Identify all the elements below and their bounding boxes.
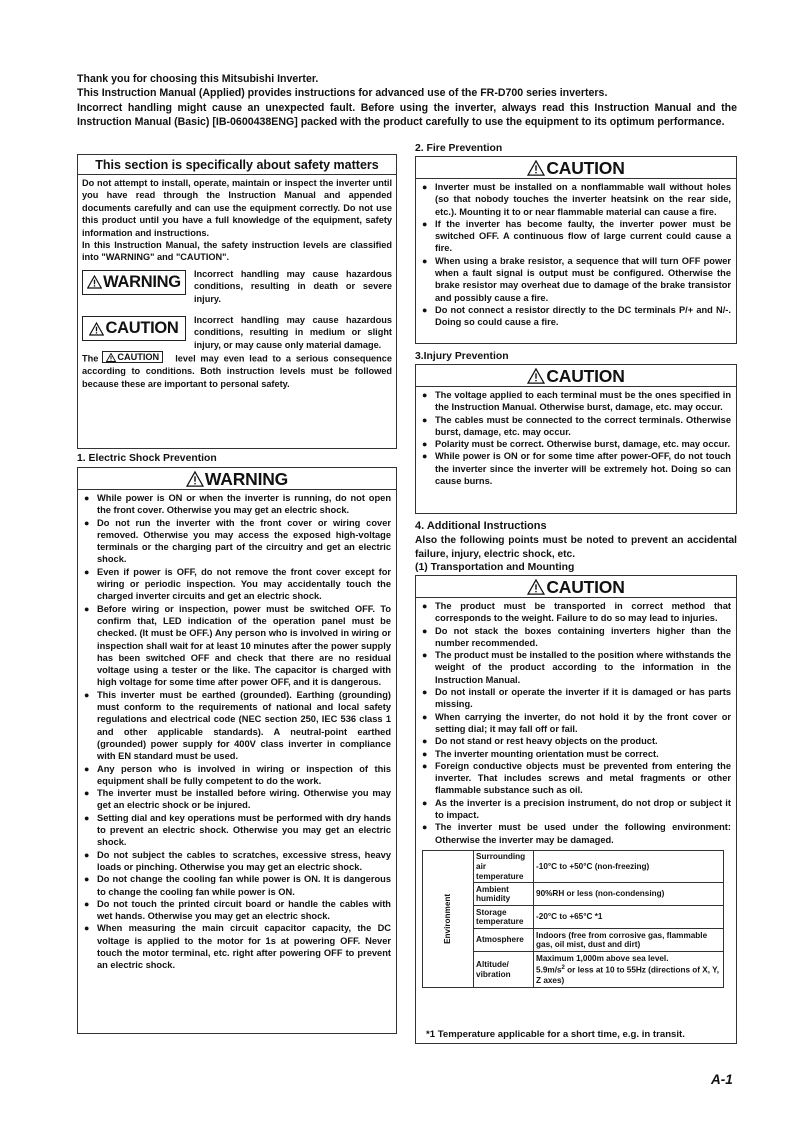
list-item: ● The inverter must be used under the following environment: Otherwise the inverter may be damaged. [421,821,731,846]
vibration-value: 5.9m/s [536,965,562,975]
caution-box-title [416,157,736,179]
list-item: ● The cables must be connected to the correct terminals. Otherwise burst, damage, etc. may occur. [421,414,731,439]
inline-caution-badge [102,351,163,363]
footnote: *1 Temperature applicable for a short time, e.g. in transit. [426,1029,685,1040]
page-number: A-1 [711,1072,733,1087]
warning-triangle-icon [87,275,102,289]
list-item: ● The voltage applied to each terminal must be the ones specified in the Instruction Manual. Otherwise burst, damage, etc. may occur. [421,389,731,414]
list-item: ● Do not touch the printed circuit board or handle the cables with wet hands. Otherwise you may get an electric shock. [83,898,391,923]
note-text: level may even lead to a serious consequence according to conditions. Both instruction levels must be followed because these are important to personal safety. [82,353,392,389]
list-item: ● The product must be installed to the position where withstands the weight of the product according to the information in the Instruction Manual. [421,649,731,686]
note-prefix: The [82,353,99,364]
list-item: ● Do not run the inverter with the front cover or wiring cover removed. Otherwise you may access the exposed high-voltage terminals or the charging part of the circuitry and get an electric shock. [83,517,391,566]
list-item: ● The product must be transported in correct method that corresponds to the weight. Failure to do so may lead to injuries. [421,600,731,625]
env-name-cell: Storage temperature [474,906,534,929]
transport-mounting-heading: (1) Transportation and Mounting [415,562,575,573]
transport-caution-box [415,575,737,1044]
caution-triangle-icon [527,368,545,384]
list-item: ● This inverter must be earthed (grounded). Earthing (grounding) must conform to the requirements of national and local safety regulations and electrical code (NEC section 250, IEC 536 class 1 and other applicable standards). A neutral-point earthed (grounded) power supply for 400V class inverter in compliance with EN standard must be used. [83,689,391,763]
safety-title: This section is specifically about safety matters [78,155,396,175]
environment-label: Environment [443,894,453,945]
caution-triangle-icon [527,579,545,595]
intro-text [77,72,737,129]
list-item: ● Do not stack the boxes containing inverters higher than the number recommended. [421,625,731,650]
env-name-cell: Altitude/ vibration [474,952,534,988]
intro-line: This Instruction Manual (Applied) provides instructions for advanced use of the FR-D700 series inverters. [77,87,608,100]
warning-desc: Incorrect handling may cause hazardous conditions, resulting in death or severe injury. [194,268,392,304]
environment-table [422,850,724,988]
list-item: ● Foreign conductive objects must be prevented from entering the inverter. That includes screws and metal fragments or other flammable substance such as oil. [421,760,731,797]
intro-line: Thank you for choosing this Mitsubishi Inverter. [77,73,319,85]
safety-para: In this Instruction Manual, the safety instruction levels are classified into "WARNING" and "CAUTION". [82,240,392,263]
injury-prevention-heading: 3.Injury Prevention [415,351,509,362]
inline-caution-label: CAUTION [117,352,160,363]
env-value-cell: Indoors (free from corrosive gas, flammable gas, oil mist, dust and dirt) [534,929,724,952]
env-name-cell: Atmosphere [474,929,534,952]
list-item: ● As the inverter is a precision instrument, do not drop or subject it to impact. [421,797,731,822]
intro-line: Incorrect handling might cause an unexpected fault. Before using the inverter, always read this Instruction Manual and the Instruction Manual (Basic) [IB-0600438ENG] packed with the product carefully to use the equipment to its optimum performance. [77,101,737,128]
additional-instructions-heading: 4. Additional Instructions [415,520,547,532]
env-value-cell [534,952,724,988]
caution-definition [82,314,392,351]
list-item: ● Do not connect a resistor directly to the DC terminals P/+ and N/-. Doing so could cause a fire. [421,304,731,329]
caution-box-title [416,365,736,387]
env-value-cell: 90%RH or less (non-condensing) [534,883,724,906]
warning-box-title [78,468,396,490]
caution-box-label: CAUTION [546,577,625,597]
env-value-cell: -10°C to +50°C (non-freezing) [534,850,724,882]
caution-desc: Incorrect handling may cause hazardous conditions, resulting in medium or slight injury, or may cause only material damage. [194,315,392,350]
list-item: ● Inverter must be installed on a nonflammable wall without holes (so that nobody touches the inverter heatsink on the rear side, etc.). Mounting it to or near flammable material can cause a fire. [421,181,731,218]
fire-list [416,179,736,331]
caution-triangle-icon [527,160,545,176]
list-item: ● Do not change the cooling fan while power is ON. It is dangerous to change the cooling fan while power is ON. [83,873,391,898]
injury-caution-box [415,364,737,514]
warning-box-label: WARNING [204,469,289,489]
list-item: ● When carrying the inverter, do not hold it by the front cover or setting dial; it may fall off or fail. [421,711,731,736]
electric-shock-heading: 1. Electric Shock Prevention [77,453,217,464]
fire-prevention-heading: 2. Fire Prevention [415,143,503,154]
list-item: ● Setting dial and key operations must be performed with dry hands to prevent an electric shock. Otherwise you may get an electric shock. [83,812,391,849]
env-value-cell: -20°C to +65°C *1 [534,906,724,929]
list-item: ● When measuring the main circuit capacitor capacity, the DC voltage is applied to the motor for 1s at powering OFF. Never touch the motor terminal, etc. right after powering OFF to prevent an electric shock. [83,922,391,971]
additional-intro: Also the following points must be noted to prevent an accidental failure, injury, electric shock, etc. [415,535,737,560]
vibration-text: or less at 10 to 55Hz (directions of X, Y, Z axes) [536,965,719,985]
list-item: ● When using a brake resistor, a sequence that will turn OFF power when a fault signal is output must be configured. Otherwise the brake resistor may overheat due to damage of the brake transistor and possibly cause a fire. [421,255,731,304]
list-item: ● Do not subject the cables to scratches, excessive stress, heavy loads or pinching. Otherwise you may get an electric shock. [83,849,391,874]
safety-para: Do not attempt to install, operate, maintain or inspect the inverter until you have read through the Instruction Manual and appended documents carefully and can use the equipment correctly. Do not use this product until you have a full knowledge of the equipment, safety information and instructions. [82,178,392,238]
warning-sign [82,270,186,295]
list-item: ● Any person who is involved in wiring or inspection of this equipment shall be fully competent to do the work. [83,763,391,788]
caution-sign [82,316,186,341]
list-item: ● If the inverter has become faulty, the inverter power must be switched OFF. A continuous flow of large current could cause a fire. [421,218,731,255]
caution-note [82,351,392,390]
list-item: ● Do not stand or rest heavy objects on the product. [421,735,731,747]
caution-box-title [416,576,736,598]
transport-list [416,598,736,848]
electric-shock-list [78,490,396,974]
vibration-line [536,964,721,985]
caution-triangle-icon [89,322,104,336]
list-item: ● While power is ON or when the inverter is running, do not open the front cover. Otherwise you may get an electric shock. [83,492,391,517]
altitude-line: Maximum 1,000m above sea level. [536,954,669,964]
env-name-cell: Ambient humidity [474,883,534,906]
list-item: ● Polarity must be correct. Otherwise burst, damage, etc. may occur. [421,438,731,450]
environment-label-cell [423,850,474,987]
warning-triangle-icon [186,471,204,487]
vibration-exponent: 2 [561,965,565,972]
injury-list [416,387,736,489]
env-name-cell: Surrounding air temperature [474,850,534,882]
list-item: ● The inverter must be installed before wiring. Otherwise you may get an electric shock or be injured. [83,787,391,812]
list-item: ● Even if power is OFF, do not remove the front cover except for wiring or periodic inspection. You may accidentally touch the charged inverter circuits and get an electric shock. [83,566,391,603]
electric-shock-warning-box [77,467,397,1034]
caution-label: CAUTION [105,319,179,338]
list-item: ● Do not install or operate the inverter if it is damaged or has parts missing. [421,686,731,711]
list-item: ● While power is ON or for some time after power-OFF, do not touch the inverter since the inverter will be extremely hot. Doing so can cause burns. [421,450,731,487]
safety-matters-box [77,154,397,449]
caution-box-label: CAUTION [546,158,625,178]
fire-caution-box [415,156,737,344]
warning-definition [82,268,392,305]
warning-label: WARNING [103,273,181,292]
list-item: ● Before wiring or inspection, power must be switched OFF. To confirm that, LED indication of the operation panel must be checked. (It must be OFF.) Any person who is involved in wiring or inspection shall wait for at least 10 minutes after the power supply has been switched OFF and check that there are no residual voltage using a tester or the like. The capacitor is charged with high voltage for some time after power OFF, and it is dangerous. [83,603,391,689]
caution-box-label: CAUTION [546,366,625,386]
caution-triangle-icon [106,353,116,362]
list-item: ● The inverter mounting orientation must be correct. [421,748,731,760]
